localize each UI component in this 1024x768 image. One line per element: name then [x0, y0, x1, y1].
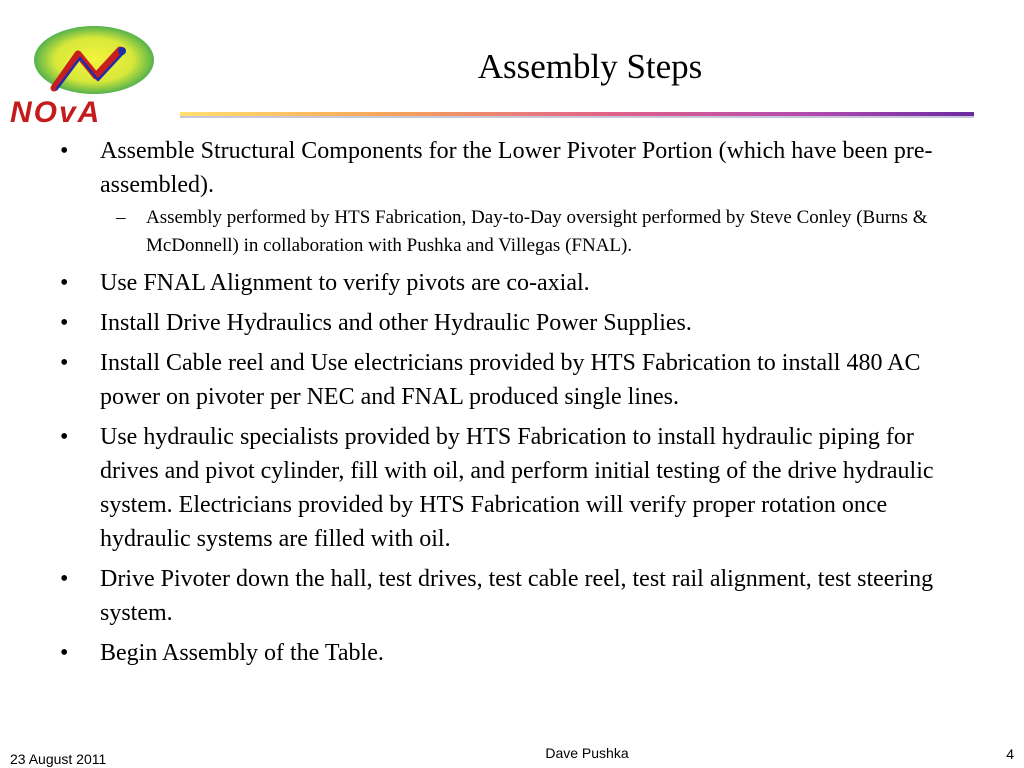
- bullet-item: [58, 636, 978, 670]
- bullet-item: [58, 420, 978, 556]
- slide-number: 4: [1006, 746, 1014, 762]
- footer-date: 23 August 2011: [10, 751, 107, 767]
- sub-bullet-text: Assembly performed by HTS Fabrication, Day-to-Day oversight performed by Steve Conley (Burns & McDonnell) in collaboration with Pushka and Villegas (FNAL).: [146, 207, 928, 256]
- logo-wordmark: NOvA: [10, 96, 102, 129]
- bullet-item: [58, 562, 978, 630]
- bullet-text: Drive Pivoter down the hall, test drives, test cable reel, test rail alignment, test steering system.: [100, 566, 934, 626]
- bullet-item: [58, 266, 978, 300]
- slide-title: Assembly Steps: [477, 47, 703, 86]
- bullet-text: Install Drive Hydraulics and other Hydraulic Power Supplies.: [100, 310, 692, 336]
- footer-author: Dave Pushka: [545, 745, 629, 761]
- bullet-marker: •: [60, 138, 69, 164]
- bullet-item: [58, 134, 978, 202]
- sub-bullet-item: [58, 204, 978, 260]
- bullet-marker: •: [60, 350, 69, 376]
- bullet-marker: •: [60, 424, 69, 450]
- slide-body: [58, 134, 978, 676]
- bullet-marker: •: [60, 270, 69, 296]
- bullet-marker: •: [60, 640, 69, 666]
- bullet-item: [58, 346, 978, 414]
- bullet-marker: •: [60, 566, 69, 592]
- bullet-text: Use hydraulic specialists provided by HTS Fabrication to install hydraulic piping for drives and pivot cylinder, fill with oil, and perform initial testing of the drive hydraulic system. Electricians provided by HTS Fabrication will verify proper rotation once hydraulic systems are filled with oil.: [100, 424, 934, 552]
- bullet-text: Assemble Structural Components for the Lower Pivoter Portion (which have been pre-assembled).: [100, 138, 933, 198]
- title-divider: [180, 108, 974, 120]
- bullet-text: Begin Assembly of the Table.: [100, 640, 384, 666]
- bullet-text: Use FNAL Alignment to verify pivots are co-axial.: [100, 270, 590, 296]
- bullet-marker: •: [60, 310, 69, 336]
- bullet-text: Install Cable reel and Use electricians provided by HTS Fabrication to install 480 AC power on pivoter per NEC and FNAL produced single lines.: [100, 350, 921, 410]
- sub-bullet-marker: –: [116, 207, 126, 228]
- bullet-item: [58, 306, 978, 340]
- nova-logo: [4, 18, 164, 130]
